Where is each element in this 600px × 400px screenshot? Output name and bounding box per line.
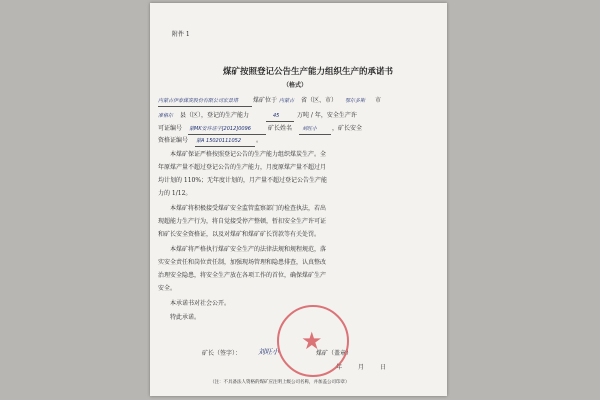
para1-text-9: 资格证编号 xyxy=(158,137,189,144)
signature-label: 矿长（签字）： xyxy=(202,350,242,357)
para2-line-3: 均计划的 110%；无年度计划的，月产量不超过登记公告生产能 xyxy=(158,177,328,184)
cert-underline xyxy=(195,146,255,147)
date-day: 日 xyxy=(380,364,387,371)
seal-label: 煤矿（盖章） xyxy=(316,350,353,357)
document-title: 煤矿按照登记公告生产能力组织生产的承诺书 xyxy=(223,67,394,77)
para1-text-5: 万吨 / 年，安全生产许 xyxy=(297,112,357,119)
company-seal xyxy=(277,305,349,377)
para1-text-7: 矿长姓名 xyxy=(268,125,293,132)
company-underline xyxy=(158,106,252,107)
para1-text-6: 可证编号 xyxy=(158,125,183,132)
para6: 特此承诺。 xyxy=(170,314,201,321)
para2-line-1: 本煤矿保证严格按照登记公告的生产能力组织煤炭生产。全 xyxy=(170,151,327,158)
para3-line-1: 本煤矿将积极接受煤矿安全监管监察部门的检查执法，若出 xyxy=(170,205,327,212)
para2-line-4: 力的 1/12。 xyxy=(158,190,192,197)
date-year: 年 xyxy=(336,364,343,371)
para1-text-2: 省（区、市） xyxy=(301,97,338,104)
license-underline xyxy=(188,134,266,135)
para1-text-4: 县（区），登记的生产能力 xyxy=(180,112,250,119)
para3-line-3: 和矿长安全资格证，以及对煤矿和煤矿矿长罚款等有关处罚。 xyxy=(158,231,321,238)
para1-text-10: 。 xyxy=(256,137,263,144)
para4-line-2: 实安全责任和岗位责任制，加强现场管理和隐患排查，认真整改 xyxy=(158,259,327,266)
para3-line-2: 现超能力生产行为，将自觉接受停产整顿，暂扣安全生产许可证 xyxy=(158,218,327,225)
city-handwritten: 鄂尔多斯 xyxy=(345,98,366,104)
para1-text-3: 市 xyxy=(375,97,382,104)
signature-handwritten: 刘旺小 xyxy=(258,348,279,356)
para2-line-2: 年原煤产量不超过登记公告的生产能力，月度原煤产量不超过月 xyxy=(158,164,327,171)
appendix-label: 附件 1 xyxy=(172,31,190,38)
county-handwritten: 准格尔 xyxy=(158,113,174,119)
cert-number-handwritten: 蒙A 15020111052 xyxy=(196,138,242,144)
para1-text-1: 煤矿位于 xyxy=(253,97,278,104)
province-handwritten: 内蒙古 xyxy=(279,98,295,104)
capacity-handwritten: 45 xyxy=(273,113,280,119)
manager-underline xyxy=(299,134,331,135)
para4-line-1: 本煤矿将严格执行煤矿安全生产的法律法规和规程规范，落 xyxy=(170,246,327,253)
star-icon: ★ xyxy=(301,327,323,355)
license-handwritten: 蒙MK安许证字[2012]0096 xyxy=(189,126,251,132)
footnote: （注：不具备法人资格的煤矿应注明上级公司名称，并加盖公司印章） xyxy=(210,380,350,385)
para5: 本承诺书对社会公开。 xyxy=(170,300,231,307)
manager-handwritten: 刘旺小 xyxy=(302,126,318,132)
company-name-handwritten: 内蒙古伊泰煤炭股份有限公司宏景塔 xyxy=(158,98,239,104)
date-month: 月 xyxy=(358,364,365,371)
para4-line-3: 治理安全隐患，将安全生产放在各项工作的首位，确保煤矿生产 xyxy=(158,272,327,279)
para1-text-8: ，矿长安全 xyxy=(332,125,363,132)
document-subtitle: （格式） xyxy=(283,82,308,89)
para4-line-4: 安全。 xyxy=(158,285,177,292)
capacity-underline xyxy=(266,121,294,122)
